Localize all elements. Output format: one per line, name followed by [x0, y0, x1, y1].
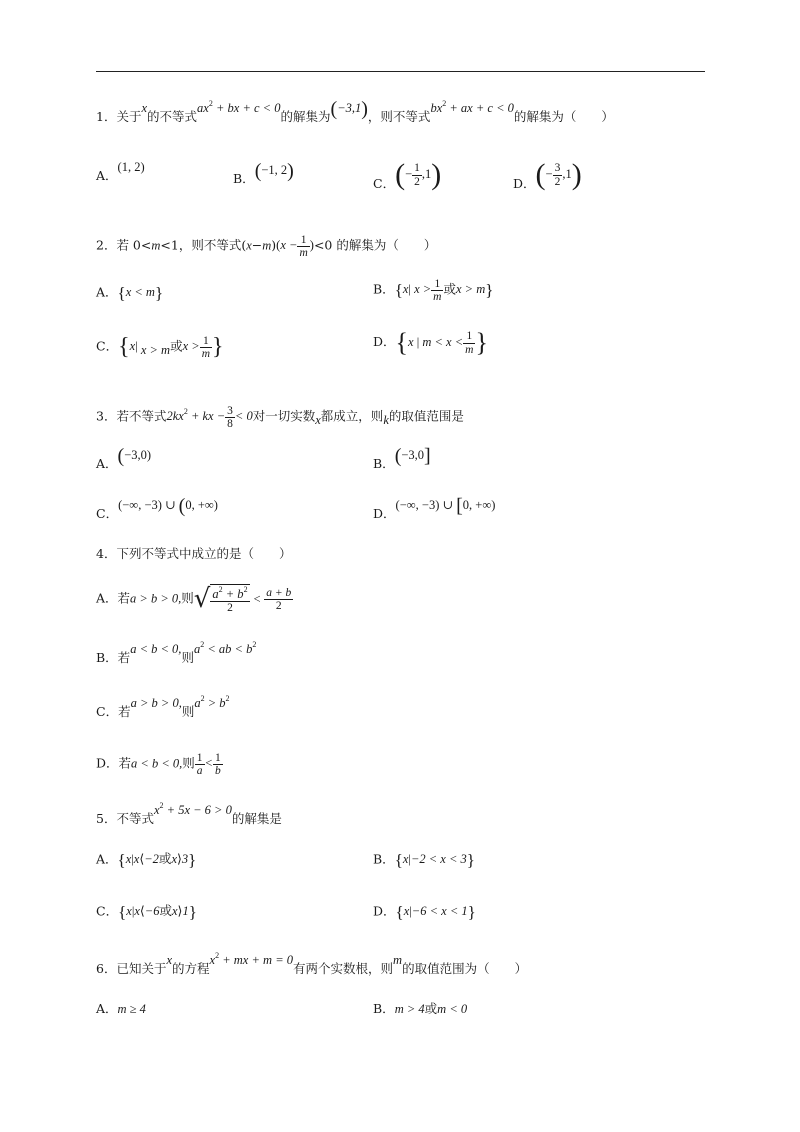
q6-equation: $x^2$ + mx + m = 0 [209, 951, 294, 967]
q1-text-e: 的解集为（ ） [513, 108, 614, 124]
q2-factor: (x − $\frac{1}{m}$ ) [276, 234, 314, 260]
q3-inequality: $2kx^2$ + kx − $\frac{3}{8}$ < 0 [166, 405, 253, 431]
q5-option-a[interactable]: A．{x|x⟨−2或x⟩3} [96, 851, 197, 870]
q5-option-c[interactable]: C．{x|x⟨−6或x⟩1} [96, 903, 197, 922]
q6-option-a[interactable]: A．m ≥ 4 [96, 1001, 146, 1016]
q1-inequality-2: $bx^2$ + ax + c < 0 [430, 98, 514, 115]
q2-option-b[interactable]: B．{x| x > $\frac{1}{m}$ 或x > m} [373, 278, 494, 304]
q1-inequality-1: $ax^2$ + bx + c < 0 [197, 98, 281, 115]
q3-option-a[interactable]: A．(−3,0) [96, 445, 152, 471]
q1-option-b[interactable]: B．(−1, 2) [233, 160, 294, 186]
q1-option-c[interactable]: C．(− $\frac{1}{2}$ ,1) [373, 158, 442, 191]
question-3-stem: 3．若不等式$2kx^2$ + kx − $\frac{3}{8}$ < 0对一切实数x都成立，则k的取值范围是 [96, 405, 464, 431]
q1-option-a[interactable]: A．(1, 2) [96, 160, 145, 183]
q3-option-b[interactable]: B．(−3,0] [373, 445, 431, 471]
q1-var-x: x [141, 100, 148, 115]
q2-option-d[interactable]: D．{x | m < x < $\frac{1}{m}$ } [373, 328, 488, 357]
q1-text-a: 1．关于 [96, 108, 142, 124]
q1-text-c: 的解集为 [280, 108, 331, 124]
question-4-stem: 4．下列不等式中成立的是（ ） [96, 546, 292, 561]
header-rule [96, 71, 705, 72]
q5-option-d[interactable]: D．{x|−6 < x < 1} [373, 903, 476, 922]
q4-option-d[interactable]: D．若a < b < 0,则 $\frac{1}{a}$ < $\frac{1}{b}$ [96, 752, 221, 778]
question-5-stem: 5．不等式$x^2 + 5x - 6 > 0$的解集是 [96, 801, 282, 826]
question-6-stem: 6．已知关于x的方程$x^2$ + mx + m = 0有两个实数根，则m的取值范围为（ ） [96, 951, 528, 976]
q1-text-d: ，则不等式 [367, 108, 431, 124]
q2-option-a[interactable]: A．{x < m} [96, 284, 164, 303]
q4-option-a[interactable]: A．若a > b > 0,则√ $\frac{a^2 + b^2}{2}$ < $\frac{a + b}{2}$ [96, 584, 292, 615]
q4-option-c[interactable]: C．若a > b > 0,则$a^2 > b^2$ [96, 694, 230, 719]
q1-solution-set: (−3,1) [330, 98, 368, 120]
q2-option-c[interactable]: C．{x| x > m或x > $\frac{1}{m}$ } [96, 334, 224, 361]
question-1-stem [96, 98, 614, 128]
q3-option-d[interactable]: D．(−∞, −3) ∪ [0, +∞) [373, 495, 496, 521]
q3-option-c[interactable]: C．(−∞, −3) ∪ (0, +∞) [96, 495, 218, 521]
q5-option-b[interactable]: B．{x|−2 < x < 3} [373, 851, 475, 870]
q6-option-b[interactable]: B．m > 4或m < 0 [373, 1001, 468, 1016]
q4-option-b[interactable]: B．若a < b < 0,则$a^2$ < ab < $b^2$ [96, 640, 257, 665]
q1-text-b: 的不等式 [147, 108, 198, 124]
question-2-stem: 2．若 0<m<1，则不等式(x−m)(x − $\frac{1}{m}$ )<0 的解集为（ ） [96, 234, 437, 260]
q5-inequality: $x^2 + 5x - 6 > 0$ [153, 801, 232, 817]
q1-option-d[interactable]: D．(− $\frac{3}{2}$ ,1) [513, 158, 582, 191]
